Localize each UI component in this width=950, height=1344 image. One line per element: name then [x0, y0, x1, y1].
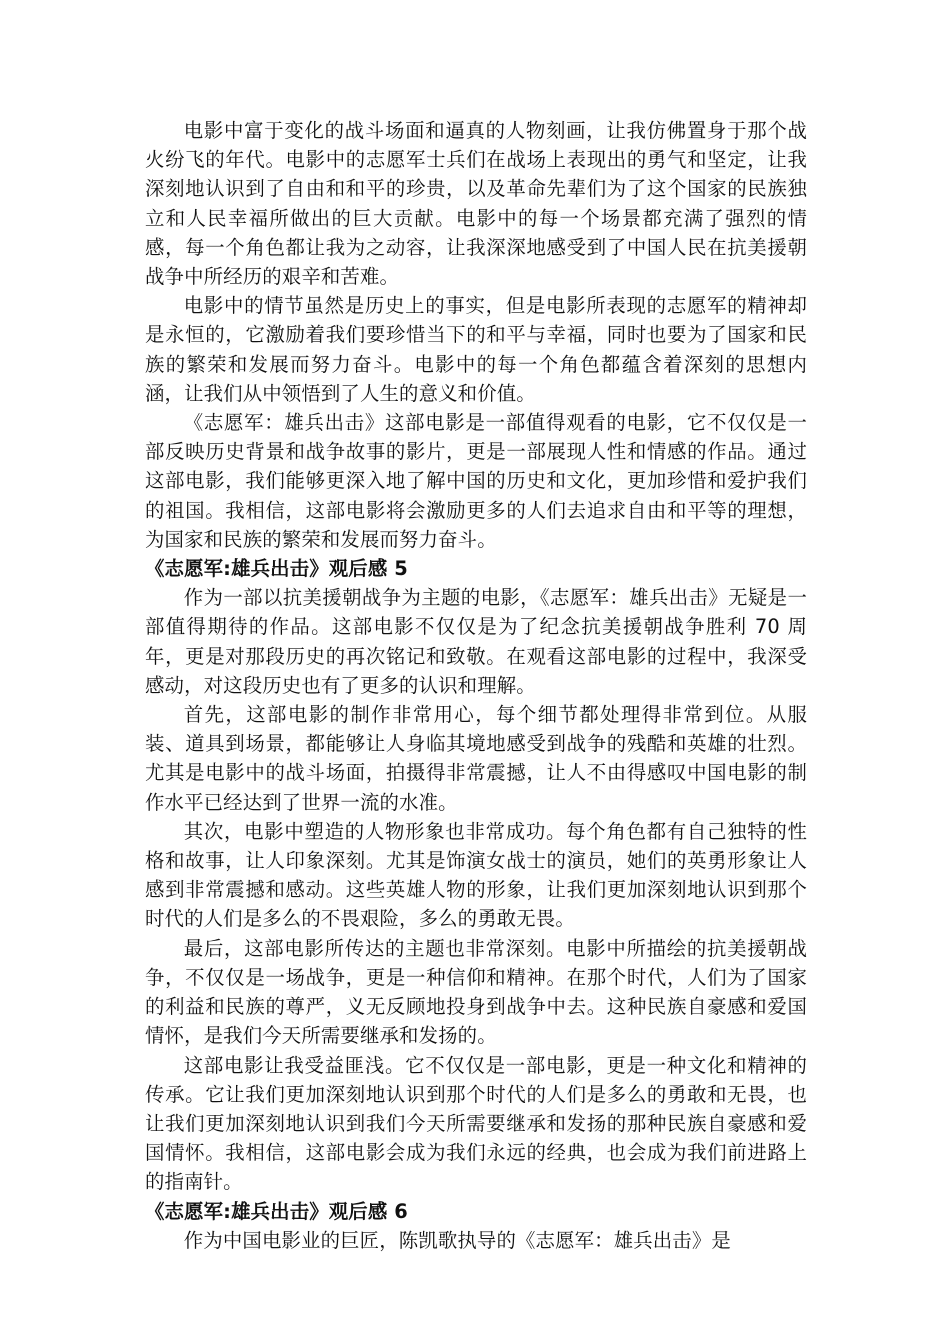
body-paragraph: 《志愿军：雄兵出击》这部电影是一部值得观看的电影，它不仅仅是一部反映历史背景和战争故事的影片，更是一部展现人性和情感的作品。通过这部电影，我们能够更深入地了解中国的历史和文化，更加珍惜和爱护我们的祖国。我相信，这部电影将会激励更多的人们去追求自由和平等的理想，为国家和民族的繁荣和发展而努力奋斗。	[145, 411, 807, 551]
body-paragraph: 最后，这部电影所传达的主题也非常深刻。电影中所描绘的抗美援朝战争，不仅仅是一场战争，更是一种信仰和精神。在那个时代，人们为了国家的利益和民族的尊严，义无反顾地投身到战争中去。这种民族自豪感和爱国情怀，是我们今天所需要继承和发扬的。	[145, 936, 807, 1048]
body-paragraph: 作为中国电影业的巨匠，陈凯歌执导的《志愿军：雄兵出击》是	[183, 1228, 731, 1252]
body-paragraph: 这部电影让我受益匪浅。它不仅仅是一部电影，更是一种文化和精神的传承。它让我们更加深刻地认识到那个时代的人们是多么的勇敢和无畏，也让我们更加深刻地认识到我们今天所需要继承和发扬的那种民族自豪感和爱国情怀。我相信，这部电影会成为我们永远的经典，也会成为我们前进路上的指南针。	[145, 1053, 807, 1194]
section-heading: 《志愿军:雄兵出击》观后感 6	[145, 1199, 408, 1223]
body-paragraph: 作为一部以抗美援朝战争为主题的电影，《志愿军：雄兵出击》无疑是一部值得期待的作品。这部电影不仅仅是为了纪念抗美援朝战争胜利 70 周年，更是对那段历史的再次铭记和致敬。在观看这部电影的过程中，我深受感动，对这段历史也有了更多的认识和理解。	[145, 586, 807, 697]
body-paragraph: 首先，这部电影的制作非常用心，每个细节都处理得非常到位。从服装、道具到场景，都能够让人身临其境地感受到战争的残酷和英雄的壮烈。尤其是电影中的战斗场面，拍摄得非常震撼，让人不由得感叹中国电影的制作水平已经达到了世界一流的水准。	[145, 703, 807, 814]
body-paragraph: 其次，电影中塑造的人物形象也非常成功。每个角色都有自己独特的性格和故事，让人印象深刻。尤其是饰演女战士的演员，她们的英勇形象让人感到非常震撼和感动。这些英雄人物的形象，让我们更加深刻地认识到那个时代的人们是多么的不畏艰险，多么的勇敢无畏。	[145, 819, 807, 931]
body-paragraph: 电影中富于变化的战斗场面和逼真的人物刻画，让我仿佛置身于那个战火纷飞的年代。电影中的志愿军士兵们在战场上表现出的勇气和坚定，让我深刻地认识到了自由和和平的珍贵，以及革命先辈们为了这个国家的民族独立和人民幸福所做出的巨大贡献。电影中的每一个场景都充满了强烈的情感，每一个角色都让我为之动容，让我深深地感受到了中国人民在抗美援朝战争中所经历的艰辛和苦难。	[145, 119, 807, 289]
body-paragraph: 电影中的情节虽然是历史上的事实，但是电影所表现的志愿军的精神却是永恒的，它激励着我们要珍惜当下的和平与幸福，同时也要为了国家和民族的繁荣和发展而努力奋斗。电影中的每一个角色都蕴含着深刻的思想内涵，让我们从中领悟到了人生的意义和价值。	[145, 294, 807, 405]
document-page	[145, 116, 807, 1255]
section-heading: 《志愿军:雄兵出击》观后感 5	[145, 557, 408, 581]
